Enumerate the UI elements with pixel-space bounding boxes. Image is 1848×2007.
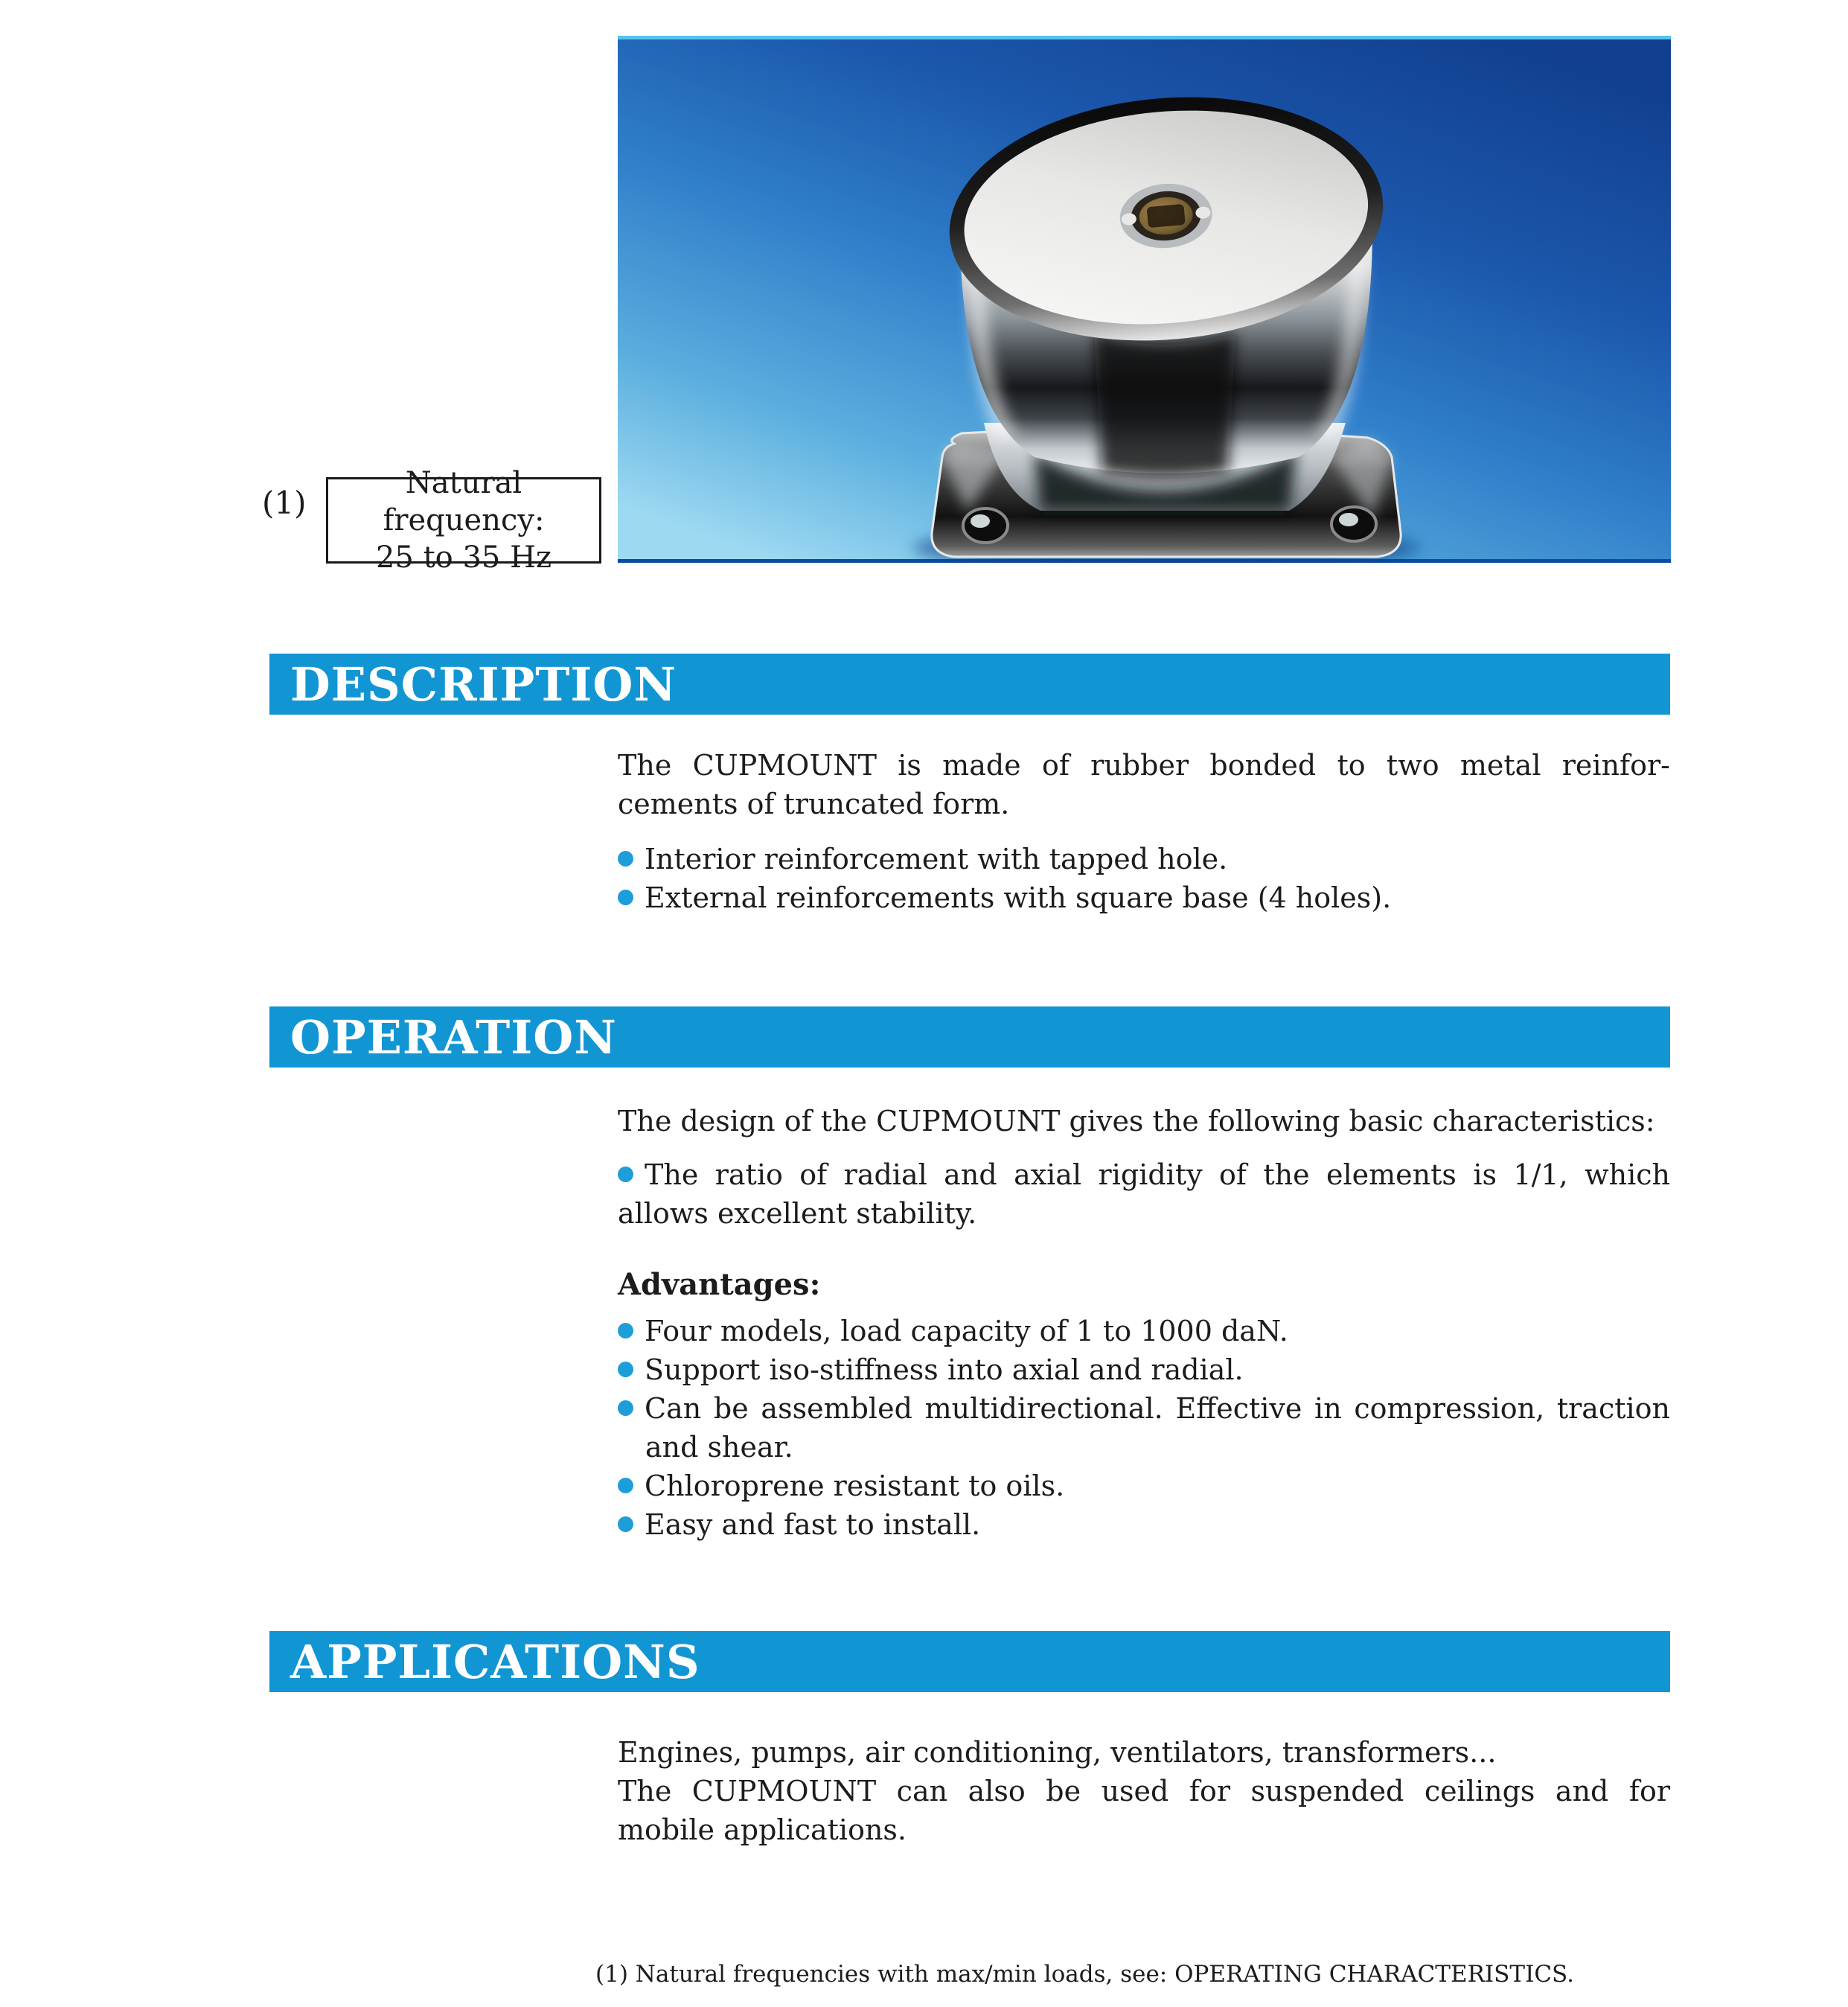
list-item bbox=[618, 1312, 1670, 1350]
bullet-icon bbox=[618, 1516, 633, 1532]
list-item-text: Support iso-stiffness into axial and radial. bbox=[645, 1353, 1244, 1386]
callout-line-2: 25 to 35 Hz bbox=[375, 540, 552, 575]
bullet-icon bbox=[618, 1478, 633, 1493]
list-item-text: Interior reinforcement with tapped hole. bbox=[645, 843, 1228, 875]
list-item-text: Can be assembled multidirectional. Effective in compression, traction bbox=[645, 1392, 1670, 1425]
list-item-text: The ratio of radial and axial rigidity of the elements is 1/1, which bbox=[645, 1158, 1670, 1191]
list-item-text: Easy and fast to install. bbox=[645, 1508, 981, 1541]
description-paragraph bbox=[618, 746, 1670, 823]
section-header-description: DESCRIPTION bbox=[269, 654, 1670, 715]
operation-intro-line: The design of the CUPMOUNT gives the following basic characteristics: bbox=[618, 1105, 1655, 1137]
list-item bbox=[618, 1350, 1670, 1389]
list-item bbox=[618, 1467, 1670, 1505]
description-bullet-list bbox=[618, 840, 1670, 917]
natural-frequency-callout bbox=[326, 466, 601, 575]
figure-footnote-ref: (1) bbox=[262, 485, 307, 521]
page-footnote: (1) Natural frequencies with max/min loads, see: OPERATING CHARACTERISTICS. bbox=[595, 1961, 1575, 1988]
product-photo bbox=[618, 36, 1671, 563]
applications-paragraph bbox=[618, 1733, 1670, 1849]
list-item bbox=[618, 1505, 1670, 1544]
bullet-icon bbox=[618, 1400, 633, 1416]
list-item-continuation: allows excellent stability. bbox=[618, 1197, 977, 1230]
section-header-applications: APPLICATIONS bbox=[269, 1631, 1670, 1692]
description-paragraph-line: cements of truncated form. bbox=[618, 788, 1010, 820]
applications-line: The CUPMOUNT can also be used for suspended ceilings and for bbox=[618, 1775, 1670, 1807]
list-item-text: Four models, load capacity of 1 to 1000 daN. bbox=[645, 1315, 1288, 1347]
list-item bbox=[618, 1389, 1670, 1428]
list-item-text: Chloroprene resistant to oils. bbox=[645, 1470, 1065, 1502]
operation-bullet-list bbox=[618, 1155, 1670, 1233]
bullet-icon bbox=[618, 1167, 633, 1182]
list-item-text: External reinforcements with square base (4 holes). bbox=[645, 881, 1392, 914]
section-header-operation: OPERATION bbox=[269, 1006, 1670, 1068]
description-paragraph-line: The CUPMOUNT is made of rubber bonded to two metal reinfor- bbox=[618, 749, 1670, 782]
list-item-continuation: and shear. bbox=[645, 1431, 793, 1464]
cupmount-photo-illustration bbox=[618, 36, 1671, 563]
bolt-hole-left-glint bbox=[971, 514, 990, 528]
applications-line: Engines, pumps, air conditioning, ventilators, transformers... bbox=[618, 1736, 1497, 1769]
bullet-icon bbox=[618, 851, 633, 867]
list-item bbox=[618, 1155, 1670, 1194]
advantages-list bbox=[618, 1312, 1670, 1544]
bullet-icon bbox=[618, 1323, 633, 1338]
list-item bbox=[618, 840, 1670, 878]
advantages-heading: Advantages: bbox=[618, 1267, 821, 1302]
operation-intro bbox=[618, 1102, 1670, 1140]
bolt-hole-right-glint bbox=[1339, 513, 1358, 526]
bullet-icon bbox=[618, 890, 633, 905]
list-item bbox=[618, 878, 1670, 917]
photo-top-edge bbox=[618, 36, 1671, 39]
bullet-icon bbox=[618, 1362, 633, 1377]
applications-line: mobile applications. bbox=[618, 1813, 907, 1846]
callout-line-1: Natural frequency: bbox=[383, 466, 545, 537]
